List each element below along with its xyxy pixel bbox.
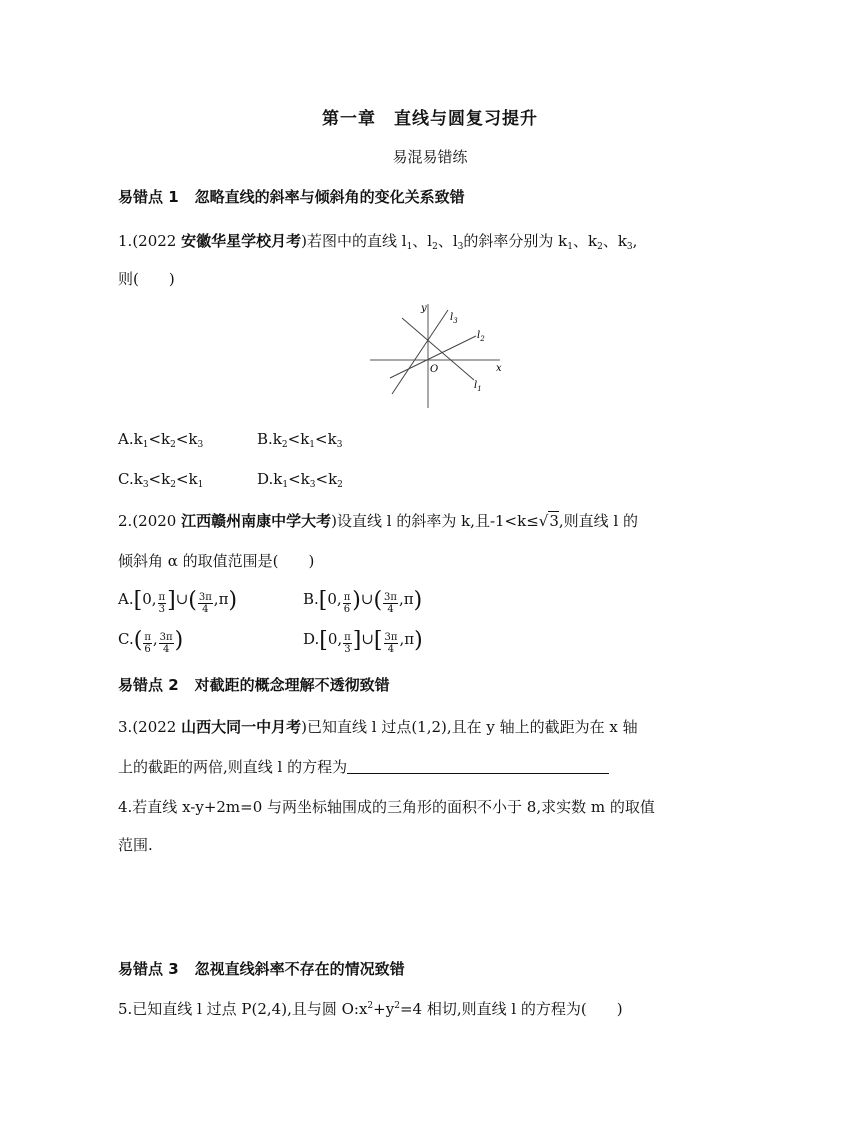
- section-label: 易错点 2: [118, 676, 179, 694]
- section-heading-1: [118, 186, 465, 207]
- question-source: 山西大同一中月考: [181, 718, 302, 736]
- origin-label: O: [430, 364, 439, 375]
- section-label: 易错点 3: [118, 960, 179, 978]
- l2-label: $l_2$: [477, 330, 485, 343]
- page-title: 第一章 直线与圆复习提升: [322, 109, 538, 129]
- section-heading-3: [118, 958, 405, 979]
- section-title: 忽略直线的斜率与倾斜角的变化关系致错: [194, 188, 465, 206]
- page-subtitle: 易混易错练: [392, 148, 468, 166]
- section-title: 忽视直线斜率不存在的情况致错: [194, 960, 405, 978]
- question-2-line-2: 倾斜角 α 的取值范围是( ): [118, 552, 315, 570]
- lines-figure: [362, 298, 510, 412]
- question-5-line-1: 5.已知直线 l 过点 P(2,4),且与圆 $O:x^2+y^2=4$ 相切,则直线 l 的方程为( ): [118, 1000, 623, 1018]
- q2-option-a: A.[0, $\frac{\pi}{3}$ ]∪( $\frac{3\pi}{4}$ ,π): [118, 588, 238, 615]
- q1-option-d: $D.k_1<k_3<k_2$: [257, 470, 343, 490]
- section-label: 易错点 1: [118, 188, 179, 206]
- question-4-line-2: 范围.: [118, 836, 153, 854]
- question-2-line-1: 2.(2020 江西赣州南康中学大考)设直线 l 的斜率为 k,且-1<k≤√3,则直线 l 的: [118, 512, 639, 530]
- q2-option-d: D.[0, $\frac{\pi}{3}$ ]∪[ $\frac{3\pi}{4}$ ,π): [303, 628, 423, 655]
- section-title: 对截距的概念理解不透彻致错: [194, 676, 390, 694]
- question-source: 江西赣州南康中学大考: [181, 512, 332, 530]
- l1-label: $l_1$: [474, 380, 482, 393]
- question-3-line-1: 3.(2022 山西大同一中月考)已知直线 l 过点(1,2),且在 y 轴上的截距为在 x 轴: [118, 718, 638, 736]
- question-3-line-2: 上的截距的两倍,则直线 l 的方程为: [118, 756, 609, 777]
- l3-label: $l_3$: [450, 312, 458, 325]
- x-axis-label: x: [496, 363, 502, 374]
- sqrt-sign: √: [538, 512, 549, 530]
- line-l3: [392, 310, 448, 394]
- question-source: 安徽华星学校月考: [181, 232, 302, 250]
- question-1-line-1: 1.(2022 安徽华星学校月考)若图中的直线 $l_1$、$l_2$、$l_3$的斜率分别为 $k_1$、$k_2$、$k_3$,: [118, 232, 638, 252]
- q2-option-b: B.[0, $\frac{\pi}{6}$ )∪( $\frac{3\pi}{4}$ ,π): [303, 588, 423, 615]
- question-4-line-1: 4.若直线 x-y+2m=0 与两坐标轴围成的三角形的面积不小于 8,求实数 m 的取值: [118, 798, 655, 816]
- q1-option-a: $A.k_1<k_2<k_3$: [118, 430, 204, 450]
- q1-option-c: $C.k_3<k_2<k_1$: [118, 470, 204, 490]
- q1-option-b: $B.k_2<k_1<k_3$: [257, 430, 343, 450]
- section-heading-2: [118, 674, 390, 695]
- answer-blank[interactable]: [347, 759, 609, 774]
- y-axis-label: y: [421, 303, 427, 314]
- question-1-line-2: 则( ): [118, 270, 175, 288]
- q2-option-c: C.( $\frac{\pi}{6}$ , $\frac{3\pi}{4}$ ): [118, 628, 184, 655]
